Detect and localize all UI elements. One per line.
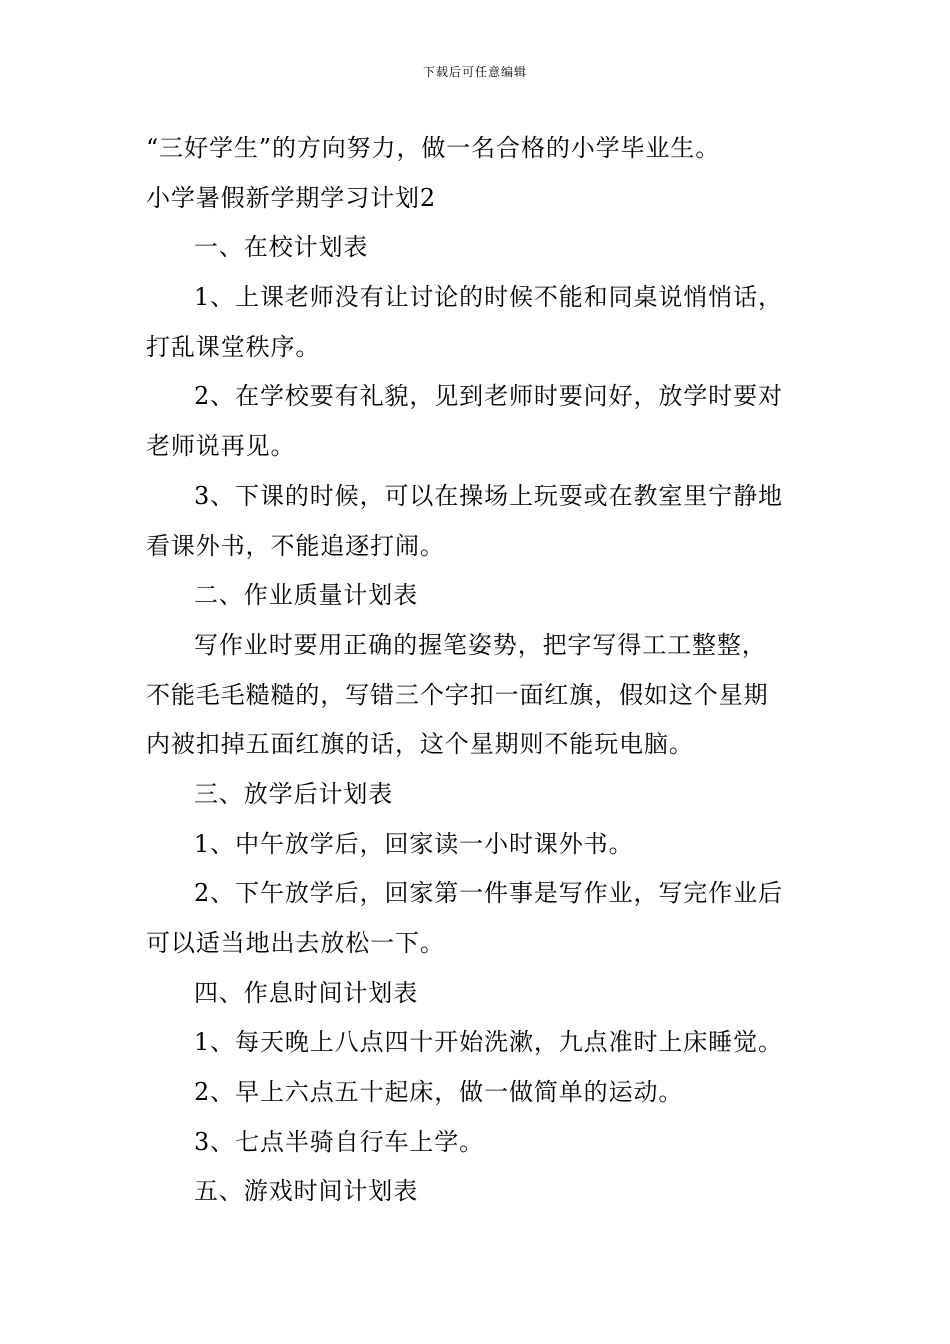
list-item: 1、上课老师没有让讨论的时候不能和同桌说悄悄话， [194, 283, 783, 312]
paragraph-line: 写作业时要用正确的握笔姿势，把字写得工工整整， [194, 630, 767, 659]
section-heading: 三、放学后计划表 [194, 779, 394, 808]
list-item: 2、在学校要有礼貌，见到老师时要问好，放学时要对 [194, 382, 783, 411]
section-title: 小学暑假新学期学习计划2 [146, 183, 437, 212]
section-heading: 二、作业质量计划表 [194, 581, 419, 610]
list-item-continuation: 看课外书，不能追逐打闹。 [146, 531, 445, 560]
list-item: 2、早上六点五十起床，做一做简单的运动。 [194, 1078, 684, 1107]
paragraph-line: 不能毛毛糙糙的，写错三个字扣一面红旗，假如这个星期 [146, 680, 769, 709]
list-item-continuation: 打乱课堂秩序。 [146, 332, 321, 361]
list-item: 3、下课的时候，可以在操场上玩耍或在教室里宁静地 [194, 481, 783, 510]
section-heading: 一、在校计划表 [194, 233, 369, 262]
section-heading: 四、作息时间计划表 [194, 978, 419, 1007]
list-item: 2、下午放学后，回家第一件事是写作业，写完作业后 [194, 879, 783, 908]
list-item-continuation: 老师说再见。 [146, 432, 296, 461]
section-heading: 五、游戏时间计划表 [194, 1177, 419, 1206]
paragraph-line: 内被扣掉五面红旗的话，这个星期则不能玩电脑。 [146, 730, 694, 759]
list-item-continuation: 可以适当地出去放松一下。 [146, 929, 445, 957]
document-body [146, 124, 816, 1217]
list-item: 3、七点半骑自行车上学。 [194, 1127, 485, 1156]
list-item: 1、中午放学后，回家读一小时课外书。 [194, 829, 634, 858]
body-text-line: “三好学生”的方向努力，做一名合格的小学毕业生。 [146, 134, 721, 162]
list-item: 1、每天晚上八点四十开始洗漱，九点准时上床睡觉。 [194, 1028, 783, 1057]
page-header-note: 下载后可任意编辑 [422, 65, 527, 79]
